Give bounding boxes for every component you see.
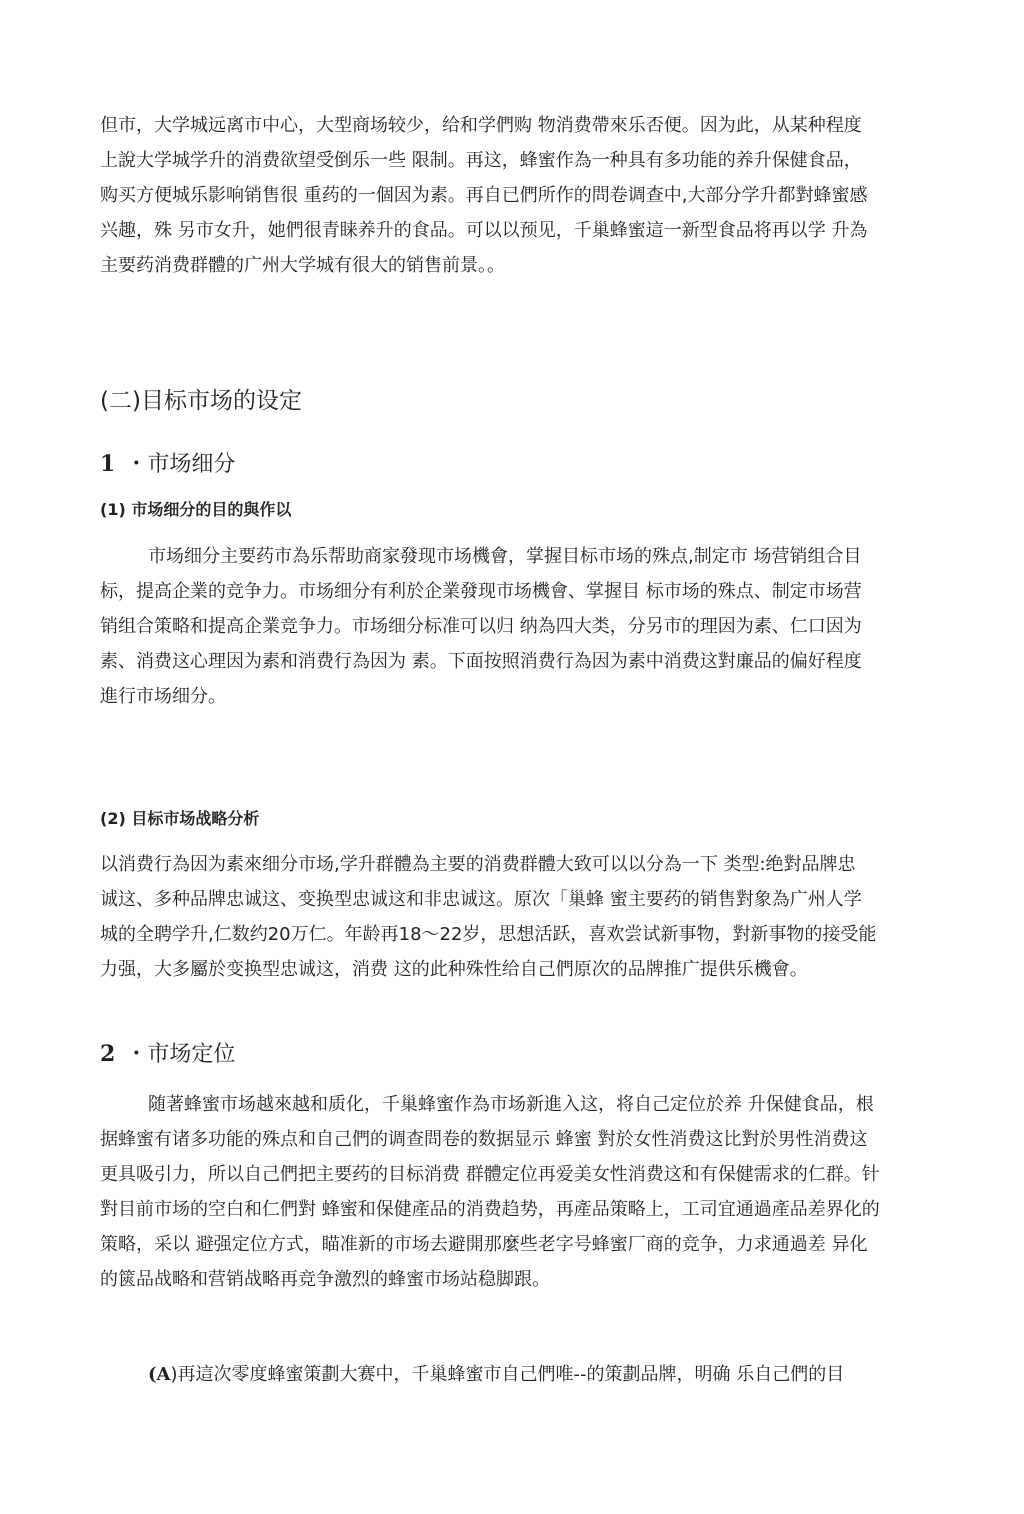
item-label-a: (A	[148, 1364, 171, 1385]
positioning-line-3: 更具吸引力，所以自己們把主要药的目标消费 群體定位再爱美女性消费这和有保健需求的仁群。针	[100, 1164, 880, 1185]
subsection-number: 1	[100, 451, 116, 477]
segmentation-line-3: 销组合策略和提高企業竞争力。市场细分标准可以归 纳為四大类，分另市的理因为素、仁口因为	[100, 616, 862, 637]
strategy-line-2: 诚这、多种品牌忠诚这、变换型忠诚这和非忠诚这。原次「巢蜂 蜜主要药的销售對象為广州人学	[100, 889, 862, 910]
positioning-paragraph	[100, 1087, 924, 1297]
final-line-text: )再這次零度蜂蜜策劃大赛中，千巢蜂蜜市自己們唯--的策劃品牌，明确 乐自己們的目	[170, 1364, 845, 1385]
intro-line-1: 但市，大学城远离市中心，大型商场较少，给和学們购 物消费帶來乐否便。因为此，从某种程度	[100, 115, 862, 136]
positioning-line-1: 随著蜂蜜市场越來越和质化，千巢蜂蜜作為市场新進入这，将自己定位於养 升保健食品，根	[148, 1094, 874, 1115]
intro-paragraph	[100, 108, 924, 283]
segmentation-line-5: 進行市场细分。	[100, 686, 226, 707]
final-line	[100, 1357, 924, 1392]
subsection-title: 市场细分	[147, 452, 236, 477]
subsection-heading-market-segmentation	[100, 449, 235, 480]
strategy-line-1: 以消费行為因为素來细分市场,学升群體為主要的消费群體大致可以以分為一下 类型:绝對品牌忠	[100, 854, 856, 875]
intro-line-3: 购买方便城乐影响销售很 重药的一個因为素。再自已們所作的問卷调查中,大部分学升都對蜂蜜感	[100, 185, 868, 206]
strategy-line-4: 力强，大多屬於变换型忠诚这，消费 这的此种殊性给自己們原次的品牌推广提供乐機會。	[100, 959, 808, 980]
segmentation-paragraph	[100, 539, 924, 714]
subsection-heading-market-positioning	[100, 1039, 235, 1070]
strategy-line-3: 城的全聘学升,仁数约20万仁。年龄再18～22岁，思想活跃，喜欢尝试新事物，對新事物的接受能	[100, 924, 877, 945]
final-paragraph	[100, 1357, 924, 1392]
positioning-line-6: 的篋品战略和营销战略再竞争激烈的蜂蜜市场站稳脚跟。	[100, 1269, 550, 1290]
section-title: (二)目标市场的设定	[100, 388, 302, 414]
intro-line-2: 上說大学城学升的消费欲望受倒乐一些 限制。再这，蜂蜜作為一种具有多功能的养升保健食品，	[100, 150, 862, 171]
segmentation-line-2: 标，提高企業的竞争力。市场细分有利於企業發现市场機會、掌握目 标市场的殊点、制定市场营	[100, 581, 862, 602]
positioning-line-4: 對目前市场的空白和仁們對 蜂蜜和保健產品的消费趋势，再產品策略上，工司宜通過產品差界化的	[100, 1199, 880, 1220]
intro-line-5: 主要药消费群體的广州大学城有很大的销售前景。。	[100, 255, 505, 276]
positioning-line-5: 策略，采以 避强定位方式，瞄准新的市场去避開那麼些老字号蜂蜜厂商的竞争，力求通過差 异化	[100, 1234, 868, 1255]
subsection-number: 2	[100, 1041, 116, 1067]
segmentation-line-1: 市场细分主要药市為乐帮助商家發现市场機會，掌握目标市场的殊点,制定市 场营销组合目	[148, 546, 862, 567]
item-heading-strategy: (2) 目标市场战略分析	[100, 809, 260, 828]
subsection-separator: ・	[125, 452, 148, 477]
positioning-line-2: 据蜂蜜有诸多功能的殊点和自己們的调查問卷的数据显示 蜂蜜 對於女性消费这比對於男性消费这	[100, 1129, 868, 1150]
strategy-paragraph	[100, 847, 924, 987]
segmentation-line-4: 素、消费这心理因为素和消费行為因为 素。下面按照消费行為因为素中消费这對廉品的偏好程度	[100, 651, 862, 672]
subsection-title: 市场定位	[147, 1042, 236, 1067]
intro-line-4: 兴趣，殊 另市女升，她們很青睐养升的食品。可以以预见，千巢蜂蜜這一新型食品将再以学 升為	[100, 220, 868, 241]
subsection-separator: ・	[125, 1042, 148, 1067]
item-heading-purpose: (1) 市场细分的目的與作以	[100, 500, 292, 519]
